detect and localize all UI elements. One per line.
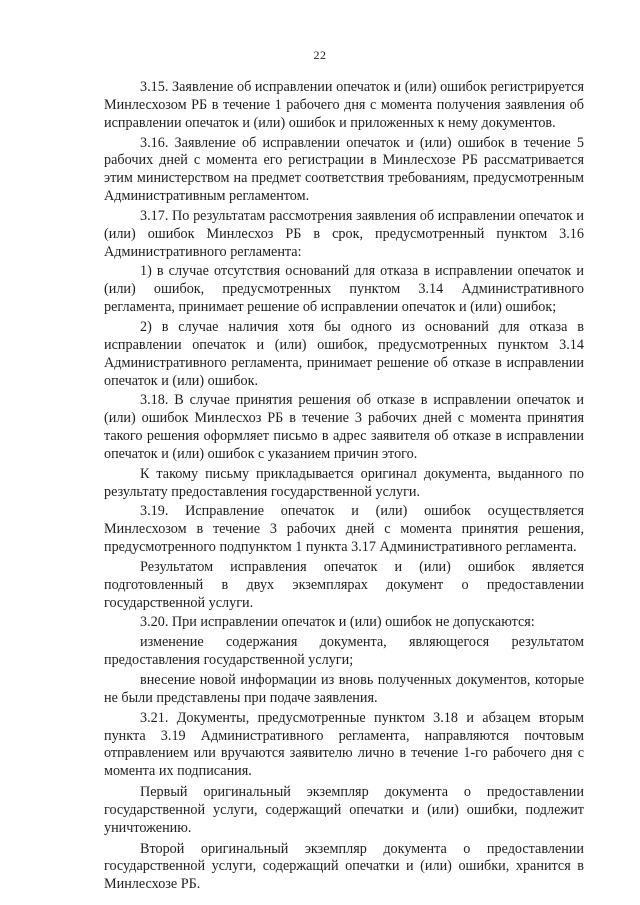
paragraph-3-21: 3.21. Документы, предусмотренные пунктом 3.18 и абзацем вторым пункта 3.19 Административного регламента, направляются почтовым отправлением или вручаются заявителю лично в течение 1-го рабочего дня с момента их подписания. (104, 709, 584, 780)
paragraph-3-15: 3.15. Заявление об исправлении опечаток и (или) ошибок регистрируется Минлесхозом РБ в течение 1 рабочего дня с момента получения заявления об исправлении опечаток и (или) ошибок и приложенных к нему документов. (104, 79, 584, 131)
paragraph-3-19-result: Результатом исправления опечаток и (или) ошибок является подготовленный в двух экземплярах документ о предоставлении государственной услуги. (104, 558, 584, 611)
paragraph-3-20-item-2: внесение новой информации из вновь полученных документов, которые не были представлены при подаче заявления. (104, 672, 584, 706)
paragraph-3-18-letter: К такому письму прикладывается оригинал документа, выданного по результату предоставления государственной услуги. (104, 465, 584, 500)
document-body (104, 79, 584, 894)
paragraph-3-18: 3.18. В случае принятия решения об отказе в исправлении опечаток и (или) ошибок Минлесхоз РБ в течение 3 рабочих дней с момента принятия такого решения оформляет письмо в адрес заявителя об отказе в исправлении опечаток и (или) ошибок с указанием причин этого. (104, 392, 584, 462)
paragraph-3-20: 3.20. При исправлении опечаток и (или) ошибок не допускаются: (140, 614, 535, 631)
paragraph-3-21-first-copy: Первый оригинальный экземпляр документа о предоставлении государственной услуги, содержащий опечатки и (или) ошибки, подлежит уничтожению. (104, 784, 584, 836)
paragraph-3-16: 3.16. Заявление об исправлении опечаток и (или) ошибок в течение 5 рабочих дней с момента его регистрации в Минлесхозе РБ рассматривается этим министерством на предмет соответствия требованиям, предусмотренным Административным регламентом. (104, 134, 584, 205)
paragraph-3-20-item-1: изменение содержания документа, являющегося результатом предоставления государственной услуги; (104, 634, 584, 669)
paragraph-3-17-item-2: 2) в случае наличия хотя бы одного из оснований для отказа в исправлении опечаток и (или) ошибок, предусмотренных пунктом 3.14 Административного регламента, принимает решение об отказе в исправлении опечаток и (или) ошибок. (104, 318, 584, 389)
paragraph-3-21-second-copy: Второй оригинальный экземпляр документа о предоставлении государственной услуги, содержащий опечатки и (или) ошибки, хранится в Минлесхозе РБ. (104, 840, 584, 893)
paragraph-3-17: 3.17. По результатам рассмотрения заявления об исправлении опечаток и (или) ошибок Минлесхоз РБ в срок, предусмотренный пунктом 3.16 Административного регламента: (104, 207, 584, 260)
paragraph-3-19: 3.19. Исправление опечаток и (или) ошибок осуществляется Минлесхозом в течение 3 рабочих дней с момента принятия решения, предусмотренного подпунктом 1 пункта 3.17 Административного регламента. (104, 503, 584, 556)
paragraph-3-17-item-1: 1) в случае отсутствия оснований для отказа в исправлении опечаток и (или) ошибок, предусмотренных пунктом 3.14 Административного регламента, принимает решение об исправлении опечаток и (или) ошибок; (104, 263, 584, 316)
page-number: 22 (313, 48, 327, 62)
